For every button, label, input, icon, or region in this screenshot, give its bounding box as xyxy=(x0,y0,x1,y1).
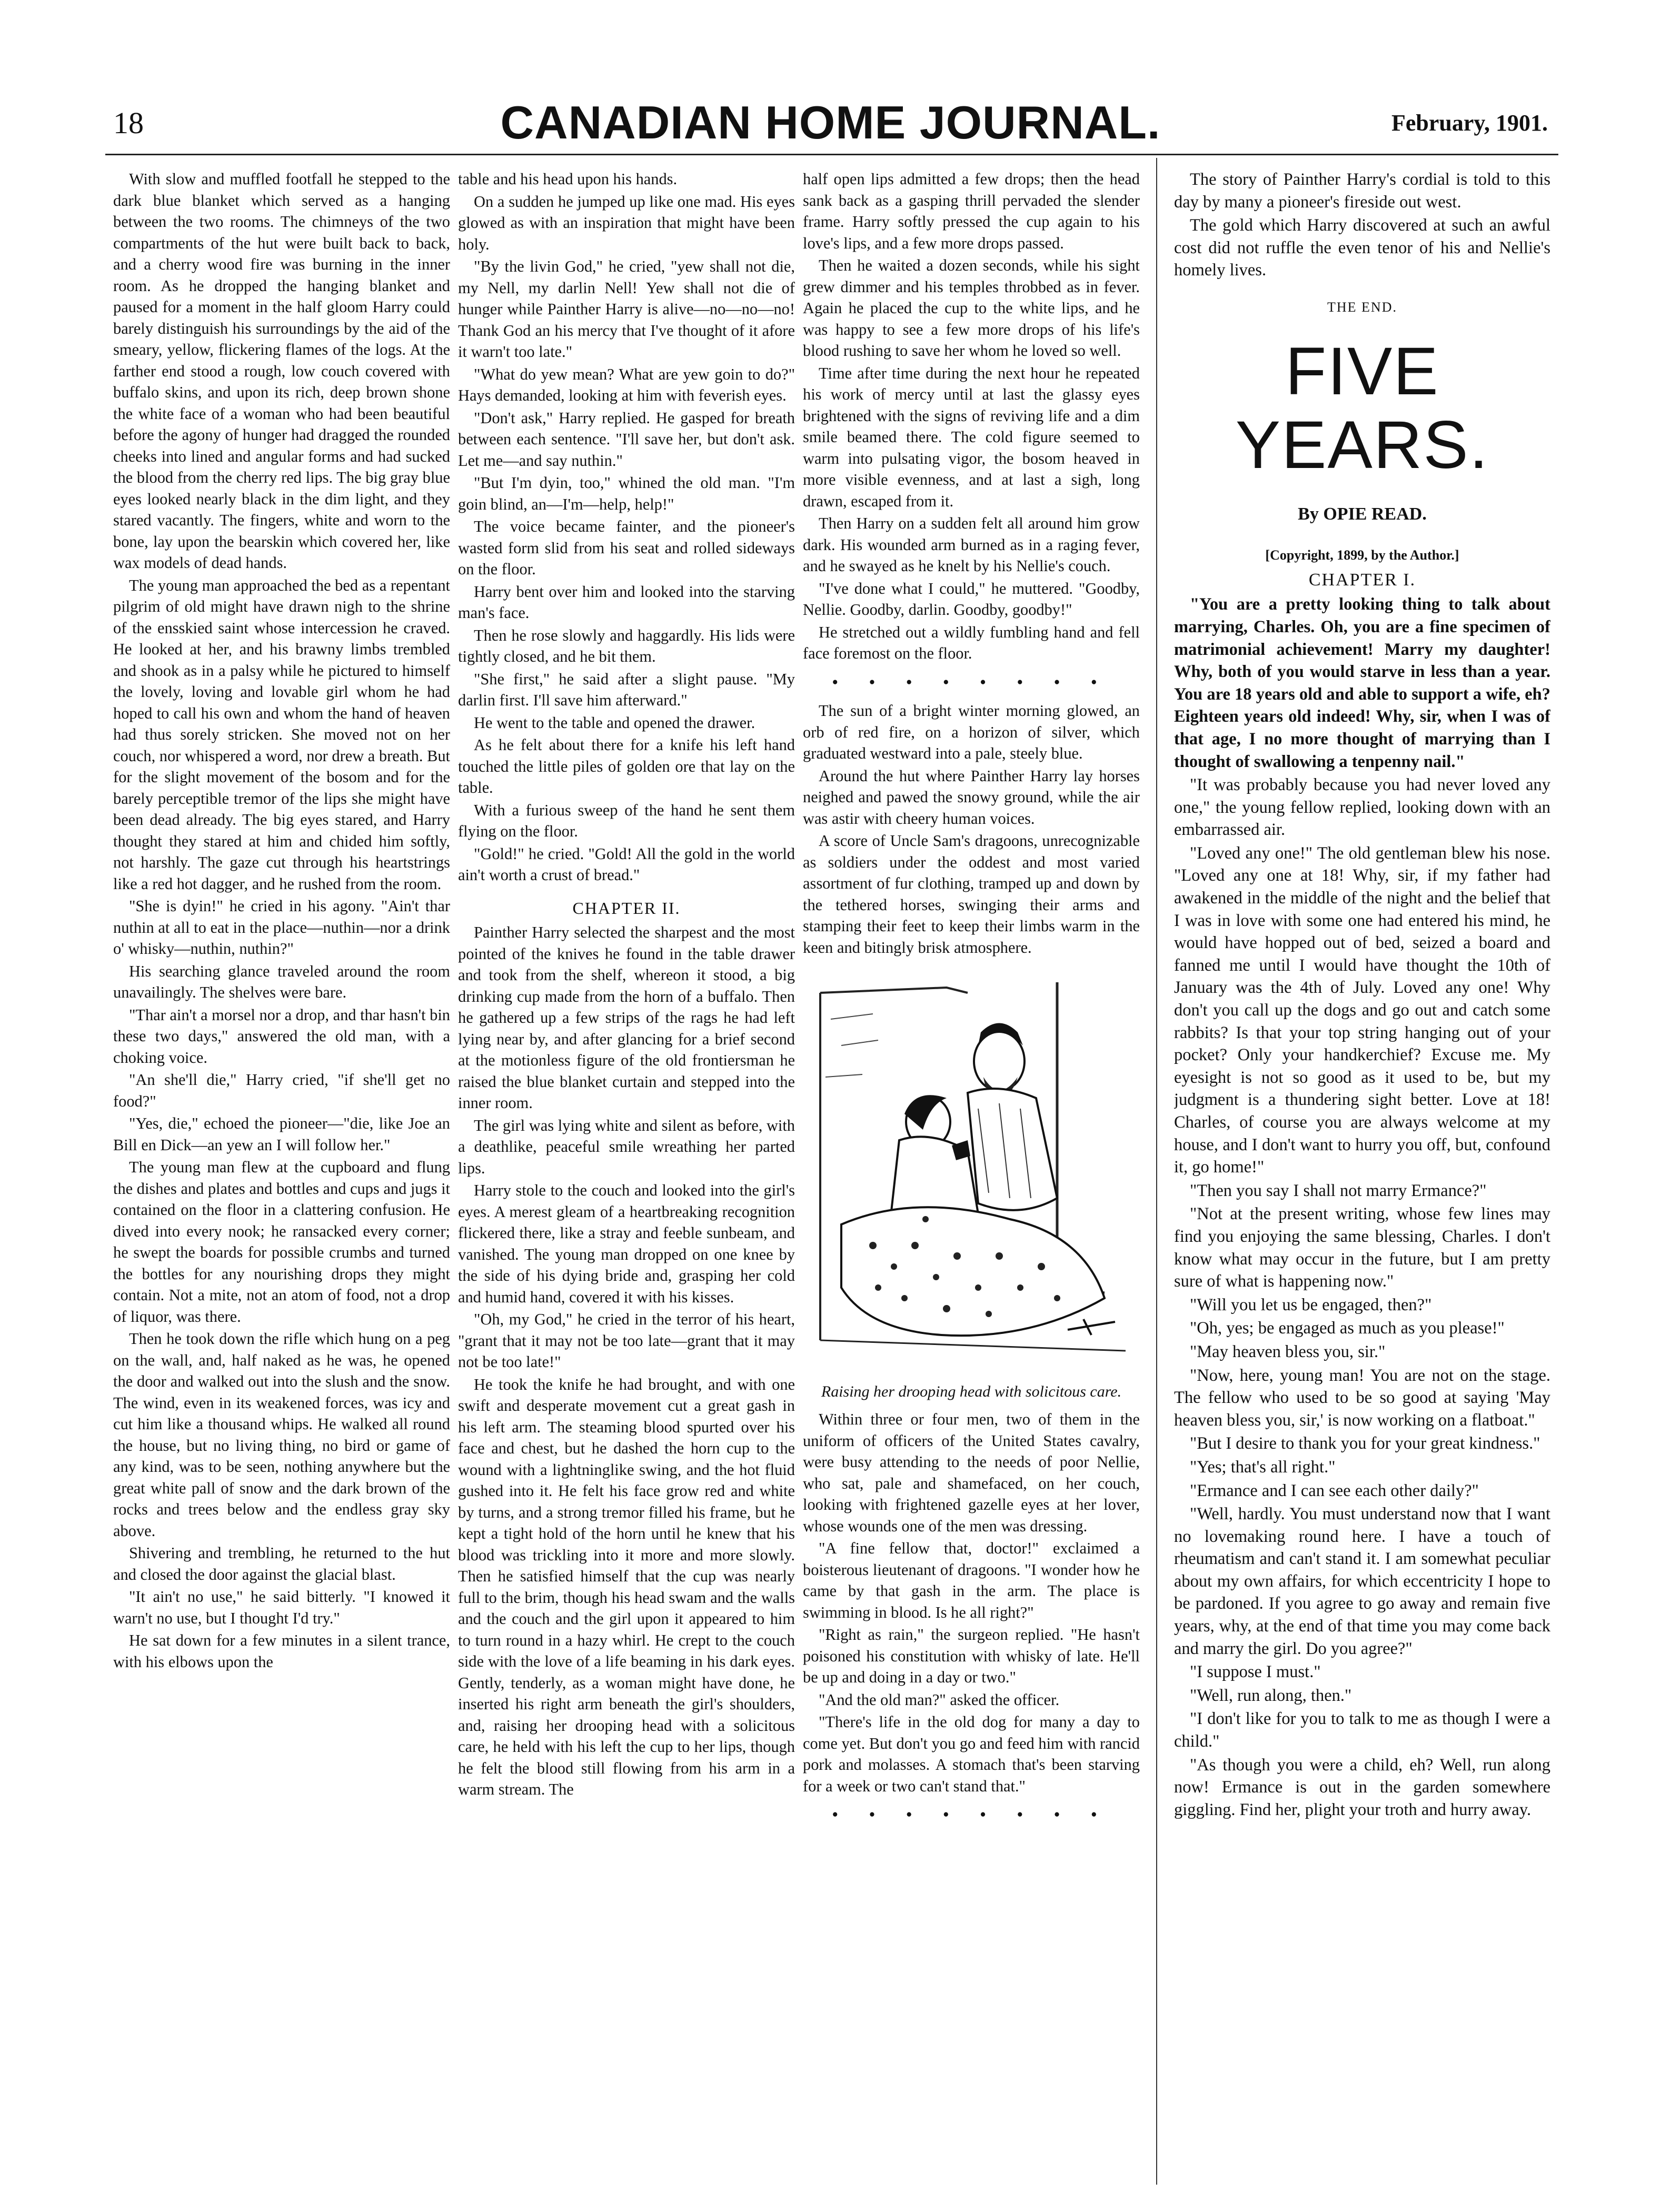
paragraph: "An she'll die," Harry cried, "if she'll get no food?" xyxy=(113,1071,450,1110)
paragraph: "Oh, yes; be engaged as much as you please!" xyxy=(1190,1319,1505,1338)
section-break: • • • • • • • • xyxy=(832,673,1111,691)
paragraph: "Then you say I shall not marry Ermance?" xyxy=(1190,1181,1487,1200)
paragraph: "It was probably because you had never loved any one," the young fellow replied, looking down with an embarrassed air. xyxy=(1174,775,1550,840)
paragraph: Within three or four men, two of them in the uniform of officers of the United States cavalry, were busy attending to the needs of poor Nellie, who sat, pale and shamefaced, on her couch, looking with frightened gazelle eyes at her lover, whose wounds one of the men was dressing. xyxy=(803,1410,1140,1535)
paragraph: He took the knife he had brought, and with one swift and desperate movement cut a great gash in his left arm. The steaming blood spurted over his face and chest, but he dashed the horn cup to the wound with a lightninglike swing, and the hot fluid gushed into it. He felt his face grow red and white by turns, and a strong tremor filled his frame, but he kept a tight hold of the horn until he knew that his blood was trickling into it more and more slowly. Then he satisfied himself that the cup was nearly full to the brim, though his head swam and the walls and the couch and the girl upon it appeared to him to turn round in a hazy whirl. He crept to the couch side with the love of a life beaming in his dark eyes. Gently, tenderly, as a woman might have done, he inserted his right arm beneath the girl's shoulders, and, raising her drooping head with a solicitous care, he held with his left the cup to her lips, though he felt the blood still flowing from his arm in a warm stream. The xyxy=(458,1375,795,1798)
paragraph: table and his head upon his hands. xyxy=(458,170,678,188)
paragraph: The young man flew at the cupboard and flung the dishes and plates and bottles and cups and jugs it contained on the floor in a clattering confusion. He dived into every nook; he ransacked every corner; he swept the boards for possible crumbs and turned the bottles for any nourishing drops they might contain. Not a mite, not an atom of food, not a drop of liquor, was there. xyxy=(113,1158,450,1326)
paragraph: "I suppose I must." xyxy=(1190,1662,1321,1682)
paragraph: half open lips admitted a few drops; then the head sank back as a gasping thrill pervaded the slender frame. Harry softly pressed the cup again to his love's lips, and a few more drops passed. xyxy=(803,170,1140,252)
paragraph: The girl was lying white and silent as before, with a deathlike, peaceful smile wreathing her parted lips. xyxy=(458,1116,795,1177)
paragraph: "She first," he said after a slight pause. "My darlin first. I'll save him afterward." xyxy=(458,670,795,709)
paragraph: "Well, run along, then." xyxy=(1190,1686,1352,1705)
paragraph: He went to the table and opened the drawer. xyxy=(474,713,755,732)
paragraph: "What do yew mean? What are yew goin to do?" Hays demanded, looking at him with feverish eyes. xyxy=(458,365,795,404)
column-divider xyxy=(1156,158,1157,2185)
paragraph: Then he rose slowly and haggardly. His lids were tightly closed, and he bit them. xyxy=(458,626,795,665)
copyright-notice: [Copyright, 1899, by the Author.] xyxy=(1265,547,1459,563)
page-header xyxy=(0,0,1661,158)
page-number: 18 xyxy=(113,106,144,140)
story-title: FIVE YEARS. xyxy=(1235,333,1489,483)
paragraph: Then he waited a dozen seconds, while his sight grew dimmer and his temples throbbed as in fever. Again he placed the cup to the white lips, and he was happy to see a few more drops of his life's blood rushing to save her whom he loved so well. xyxy=(803,256,1140,360)
paragraph: "Right as rain," the surgeon replied. "He hasn't poisoned his constitution with whisky of late. He'll be up and doing in a day or two." xyxy=(803,1626,1140,1686)
paragraph: "Now, here, young man! You are not on the stage. The fellow who used to be so good at saying 'May heaven bless you, sir,' is now working on a flatboat." xyxy=(1174,1366,1550,1430)
paragraph: "It ain't no use," he said bitterly. "I knowed it warn't no use, but I thought I'd try." xyxy=(113,1588,450,1627)
paragraph: Shivering and trembling, he returned to the hut and closed the door against the glacial blast. xyxy=(113,1544,450,1583)
byline: By OPIE READ. xyxy=(1298,504,1427,524)
paragraph: The voice became fainter, and the pioneer's wasted form slid from his seat and rolled sideways on the floor. xyxy=(458,517,795,578)
paragraph: "But I'm dyin, too," whined the old man. "I'm goin blind, an—I'm—help, help!" xyxy=(458,474,795,513)
paragraph: "As though you were a child, eh? Well, run along now! Ermance is out in the garden somewhere giggling. Find her, plight your troth and hurry away. xyxy=(1174,1755,1550,1819)
journal-title: CANADIAN HOME JOURNAL. xyxy=(500,96,1161,148)
paragraph: "Oh, my God," he cried in the terror of his heart, "grant that it may not be too late—grant that it may not be too late!" xyxy=(458,1310,795,1371)
paragraph: His searching glance traveled around the room unavailingly. The shelves were bare. xyxy=(113,962,450,1001)
paragraph: Time after time during the next hour he repeated his work of mercy until at last the glassy eyes brightened with the signs of reviving life and a dim smile beamed there. The cold figure seemed to warm into pulsating vigor, the bosom heaved in more visible evenness, and at last a sigh, long drawn, escaped from it. xyxy=(803,364,1140,510)
paragraph: "She is dyin!" he cried in his agony. "Ain't thar nuthin at all to eat in the place—nuthin—nor a drink o' whisky—nuthin, nuthin?" xyxy=(113,897,450,958)
story-end-marker: THE END. xyxy=(1327,299,1397,315)
paragraph: The young man approached the bed as a repentant pilgrim of old might have drawn nigh to the shrine of the ensskied saint whose intercession he craved. He looked at her, and his brawny limbs trembled and shook as in a palsy while he pictured to himself the lovely, loving and lovable girl whom he had hoped to call his own and whom the hand of heaven had thus sorely stricken. She moved not on her couch, nor whispered a word, nor drew a breath. But for the slight movement of the bosom and for the barely perceptible tremor of the lips she might have been dead already. The big eyes stared, and Harry thought they stared at him and chided him softly, not harshly. The gaze cut through his heartstrings like a red hot dagger, and he rushed from the room. xyxy=(113,576,450,893)
paragraph: "But I desire to thank you for your great kindness." xyxy=(1190,1434,1540,1453)
paragraph: "Will you let us be engaged, then?" xyxy=(1190,1295,1432,1314)
paragraph: He sat down for a few minutes in a silent trance, with his elbows upon the xyxy=(113,1631,450,1671)
paragraph: "You are a pretty looking thing to talk about marrying, Charles. Oh, you are a fine specimen of matrimonial achievement! Marry my daughter! Why, both of you would starve in less than a year. You are 18 years old and able to support a wife, eh? Eighteen years old indeed! Why, sir, when I was of that age, I no more thought of marrying than I thought of swallowing a tenpenny nail." xyxy=(1174,595,1550,771)
column-1 xyxy=(113,168,450,2169)
paragraph: The gold which Harry discovered at such an awful cost did not ruffle the even tenor of his and Nellie's homely lives. xyxy=(1174,216,1550,280)
paragraph: "Gold!" he cried. "Gold! All the gold in the world ain't worth a crust of bread." xyxy=(458,844,795,884)
paragraph: Then Harry on a sudden felt all around him grow dark. His wounded arm burned as in a raging fever, and he swayed as he knelt by his Nellie's couch. xyxy=(803,514,1140,575)
paragraph: The story of Painther Harry's cordial is told to this day by many a pioneer's fireside out west. xyxy=(1174,170,1550,212)
chapter-heading: CHAPTER II. xyxy=(572,898,681,918)
paragraph: "There's life in the old dog for many a day to come yet. But don't you go and feed him with rancid pork and molasses. A stomach that's been starving for a week or two can't stand that." xyxy=(803,1713,1140,1795)
paragraph: "Well, hardly. You must understand now that I want no lovemaking round here. I have a touch of rheumatism and can't stand it. I am somewhat peculiar about my own affairs, for which eccentricity I hope to be pardoned. If you agree to go away and remain five years, why, at the end of that time you may come back and marry the girl. Do you agree?" xyxy=(1174,1504,1550,1658)
paragraph: "May heaven bless you, sir." xyxy=(1190,1342,1386,1361)
paragraph: Then he took down the rifle which hung on a peg on the wall, and, half naked as he was, he opened the door and walked out into the slush and the snow. The wind, even in its weakened forces, was icy and cut him like a thousand whips. He walked all round the house, but no living thing, no bird or game of any kind, was to be seen, nothing anywhere but the great white pall of snow and the dark brown of the rocks and trees below and the endless gray sky above. xyxy=(113,1330,450,1540)
paragraph: "Not at the present writing, whose few lines may find you enjoying the same blessing, Charles. I don't know what may occur in the future, but I am pretty sure of what is happening now." xyxy=(1174,1204,1550,1291)
illustration xyxy=(810,972,1133,1377)
paragraph: Painther Harry selected the sharpest and the most pointed of the knives he found in the table drawer and took from the shelf, whereon it stood, a big drinking cup made from the horn of a buffalo. Then he gathered up a few strips of the rags he had left lying near by, and after glancing for a brief second at the motionless figure of the old frontiersman he raised the blue blanket curtain and stepped into the inner room. xyxy=(458,923,795,1112)
paragraph: "I've done what I could," he muttered. "Goodby, Nellie. Goodby, darlin. Goodby, goodby!" xyxy=(803,579,1140,619)
paragraph: A score of Uncle Sam's dragoons, unrecognizable as soldiers under the oddest and most varied assortment of fur clothing, tramped up and down by the tethered horses, swinging their arms and stamping their feet to keep their limbs warm in the keen and bitingly brisk atmosphere. xyxy=(803,832,1140,956)
column-3 xyxy=(803,168,1140,2169)
illustration-caption: Raising her drooping head with solicitous care. xyxy=(821,1383,1122,1400)
paragraph: Harry bent over him and looked into the starving man's face. xyxy=(458,582,795,622)
chapter-heading: CHAPTER I. xyxy=(1308,570,1416,590)
paragraph: He stretched out a wildly fumbling hand and fell face foremost on the floor. xyxy=(803,623,1140,662)
paragraph: "Loved any one!" The old gentleman blew his nose. "Loved any one at 18! Why, sir, if my father had awakened in the middle of the night and the belief that I was in love with some one had entered his mind, he would have hopped out of bed, seized a board and fanned me until I would have thought the 10th of January was the 4th of July. Loved any one! Why don't you call up the dogs and go out and catch some rabbits? Is that your top string hanging out of your pocket? Only your handkerchief? Excuse me. My eyesight is not so good as it used to be, but my judgment is a thundering sight better. Love at 18! Charles, of course you are always welcome at my house, and I don't want to hurry you off, but, confound it, go home!" xyxy=(1174,843,1550,1177)
paragraph: "Ermance and I can see each other daily?" xyxy=(1190,1481,1479,1500)
issue-date: February, 1901. xyxy=(1391,110,1548,136)
paragraph: The sun of a bright winter morning glowed, an orb of red fire, on a horizon of silver, which graduated westward into a pale, steely blue. xyxy=(803,702,1140,762)
paragraph: "By the livin God," he cried, "yew shall not die, my Nell, my darlin Nell! Yew shall not die of hunger while Painther Harry is alive—no—no—no! Thank God an his mercy that I've thought of it afore it warn't too late." xyxy=(458,257,795,361)
paragraph: Around the hut where Painther Harry lay horses neighed and pawed the snowy ground, while the air was astir with cheery human voices. xyxy=(803,766,1140,828)
column-4 xyxy=(1174,168,1550,2169)
paragraph: As he felt about there for a knife his left hand touched the little piles of golden ore that lay on the table. xyxy=(458,736,795,796)
column-2 xyxy=(458,168,795,2169)
paragraph: "And the old man?" asked the officer. xyxy=(819,1690,1060,1709)
paragraph: "Thar ain't a morsel nor a drop, and thar hasn't bin these two days," answered the old man, with a choking voice. xyxy=(113,1005,450,1067)
header-rule xyxy=(105,154,1558,155)
paragraph: "Yes, die," echoed the pioneer—"die, like Joe an Bill en Dick—an yew an I will follow her." xyxy=(113,1114,450,1154)
paragraph: "Yes; that's all right." xyxy=(1190,1457,1336,1477)
paragraph: "A fine fellow that, doctor!" exclaimed a boisterous lieutenant of dragoons. "I wonder how he came by that gash in the arm. The place is swimming in blood. Is he all right?" xyxy=(803,1539,1140,1621)
paragraph: Harry stole to the couch and looked into the girl's eyes. A merest gleam of a heartbreaking recognition flickered there, like a stray and feeble sunbeam, and vanished. The young man dropped on one knee by the side of his dying bride and, grasping her cold and humid hand, covered it with his kisses. xyxy=(458,1181,795,1306)
paragraph: "I don't like for you to talk to me as though I were a child." xyxy=(1174,1709,1550,1751)
paragraph: With a furious sweep of the hand he sent them flying on the floor. xyxy=(458,801,795,840)
paragraph: With slow and muffled footfall he stepped to the dark blue blanket which served as a hanging between the two rooms. The chimneys of the two compartments of the hut were built back to back, and a cherry wood fire was burning in the inner room. As he dropped the hanging blanket and paused for a moment in the half gloom Harry could barely distinguish his surroundings by the aid of the smeary, yellow, flickering flames of the logs. At the farther end stood a rough, low couch covered with buffalo skins, and upon its rich, deep brown shone the white face of a woman who had been beautiful before the agony of hunger had dragged the rounded cheeks into lined and angular forms and had sucked the blood from the cherry red lips. The big gray blue eyes looked nearly black in the dim light, and they stared vacantly. The fingers, white and worn to the bone, lay upon the bearskin which covered her, like wax models of dead hands. xyxy=(113,170,450,572)
section-break: • • • • • • • • xyxy=(832,1806,1111,1824)
paragraph: On a sudden he jumped up like one mad. His eyes glowed as with an inspiration that might have been holy. xyxy=(458,192,795,253)
paragraph: "Don't ask," Harry replied. He gasped for breath between each sentence. "I'll save her, but don't ask. Let me—and say nuthin." xyxy=(458,408,795,470)
